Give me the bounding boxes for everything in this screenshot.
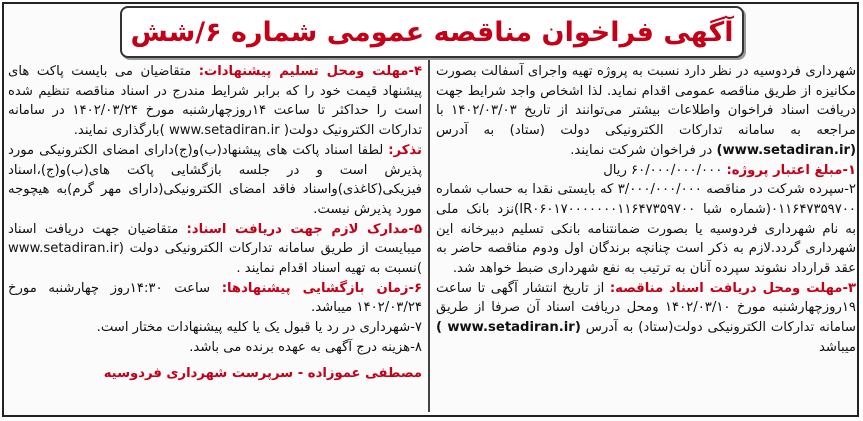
column-divider: [428, 60, 430, 412]
section-2: [436, 180, 856, 279]
section-7-text: ۷-شهرداری در رد یا قبول یک یا کلیه پیشنهادات مختار است.: [96, 320, 422, 336]
note-text: لطفا اسناد پاکت های پیشنهاد(ب)و(ج)دارای امضای الکترونیکی مورد پذیرش است و در جلسه بازگشایی پاکت های(ب)و(ج)،اسناد فیزیکی(کاغذی)واسناد فاقد امضای الکترونیکی(دارای مهر گرم)به هیچوجه مورد پذیرش نیست.: [8, 142, 422, 217]
section-5-text: متقاضیان جهت دریافت اسناد میبایست از طریق سامانه تدارکات الکترونیکی دولت (www.setadiran.ir )نسبت به تهیه اسناد اقدام نمایند .: [8, 221, 422, 277]
section-8-text: ۸-هزینه درج آگهی به عهده برنده می باشد.: [189, 339, 422, 355]
note-heading: تذکر:: [388, 142, 422, 158]
section-3-end: میباشد: [818, 339, 856, 355]
section-4: [8, 62, 422, 141]
left-column: [8, 62, 422, 383]
section-4-heading: ۴-مهلت ومحل تسلیم پیشنهادات:: [198, 64, 422, 79]
section-6: [8, 279, 422, 318]
section-1: [436, 161, 856, 181]
section-2-text: ۲-سپرده شرکت در مناقصه ۳/۰۰۰/۰۰۰/۰۰۰ که بایستی نقدا به حساب شماره ۰۱۱۶۴۷۳۵۹۷۰۰(شماره شبا IR۰۶۰۱۷۰۰۰۰۰۰۰۱۱۶۴۷۳۵۹۷۰۰)نزد بانک ملی به نام شهرداری فردوسیه یا بصورت ضمانتنامه بانکی تسلیم دبیرخانه این شهرداری گردد.لازم به ذکر است چنانچه برندگان اول ودوم مناقصه حاضر به عقد قرارداد نشوند سپرده آنان به ترتیب به نفع شهرداری ضبط خواهد شد.: [436, 182, 857, 277]
section-3-heading: ۳-مهلت ومحل دریافت اسناد مناقصه:: [609, 280, 856, 296]
section-8: [8, 338, 422, 358]
section-5: [8, 220, 422, 279]
intro-text: شهرداری فردوسیه در نظر دارد نسبت به پروژه تهیه واجرای آسفالت بصورت مکانیزه از طریق مناقصه عمومی اقدام نماید. لذا اشخاص واجد شرایط جهت دریافت اسناد فراخوان واطلاعات بیشتر می‌توانند از تاریخ ۱۴۰۲/۰۳/۰۳ با مراجعه به سامانه تدارکات الکترونیکی دولت (ستاد) به آدرس: [436, 64, 856, 139]
note: [8, 141, 422, 220]
section-6-heading: ۶-زمان بازگشایی پیشنهادها:: [221, 280, 422, 296]
intro-url: (www.setadiran.ir): [716, 142, 856, 158]
section-1-text: ۶۰/۰۰۰/۰۰۰/۰۰۰ ریال: [603, 162, 723, 178]
intro-paragraph: [436, 62, 856, 161]
section-4-text: متقاضیان می بایست پاکت های پیشنهاد قیمت خود را که برابر شرایط مندرج در اسناد مناقصه تنظیم شده است را حداکثر تا ساعت ۱۴روزچهارشنبه مورخ ۱۴۰۲/۰۳/۲۴ در سامانه تدارکات الکترونیک دولت( www.setadiran.ir )بارگذاری نمایند.: [8, 64, 422, 139]
section-6-text: ساعت ۱۴:۳۰روز چهارشنبه مورخ ۱۴۰۲/۰۳/۲۴ میباشد.: [8, 280, 422, 316]
section-3-url: (www.setadiran.ir ): [436, 320, 581, 336]
section-7: [8, 318, 422, 338]
title-banner: [120, 6, 744, 58]
signature: مصطفی عموزاده - سرپرست شهرداری فردوسیه: [103, 365, 422, 381]
section-3: [436, 279, 856, 358]
section-3-text: از تاریخ انتشار آگهی تا ساعت ۱۹روزچهارشنبه مورخ ۱۴۰۲/۰۳/۱۰ ومحل دریافت اسناد آن صرفا از طریق سامانه تدارکات الکترونیکی دولت(ستاد) به آدرس: [436, 280, 856, 336]
section-1-heading: ۱-مبلغ اعتبار پروژه:: [726, 162, 856, 178]
section-5-heading: ۵-مدارک لازم جهت دریافت اسناد:: [186, 221, 422, 237]
right-column: [436, 62, 856, 358]
intro-end: در فراخوان شرکت نمایند.: [570, 142, 713, 158]
notice-title: آگهی فراخوان مناقصه عمومی شماره ۶/شش: [130, 16, 734, 48]
